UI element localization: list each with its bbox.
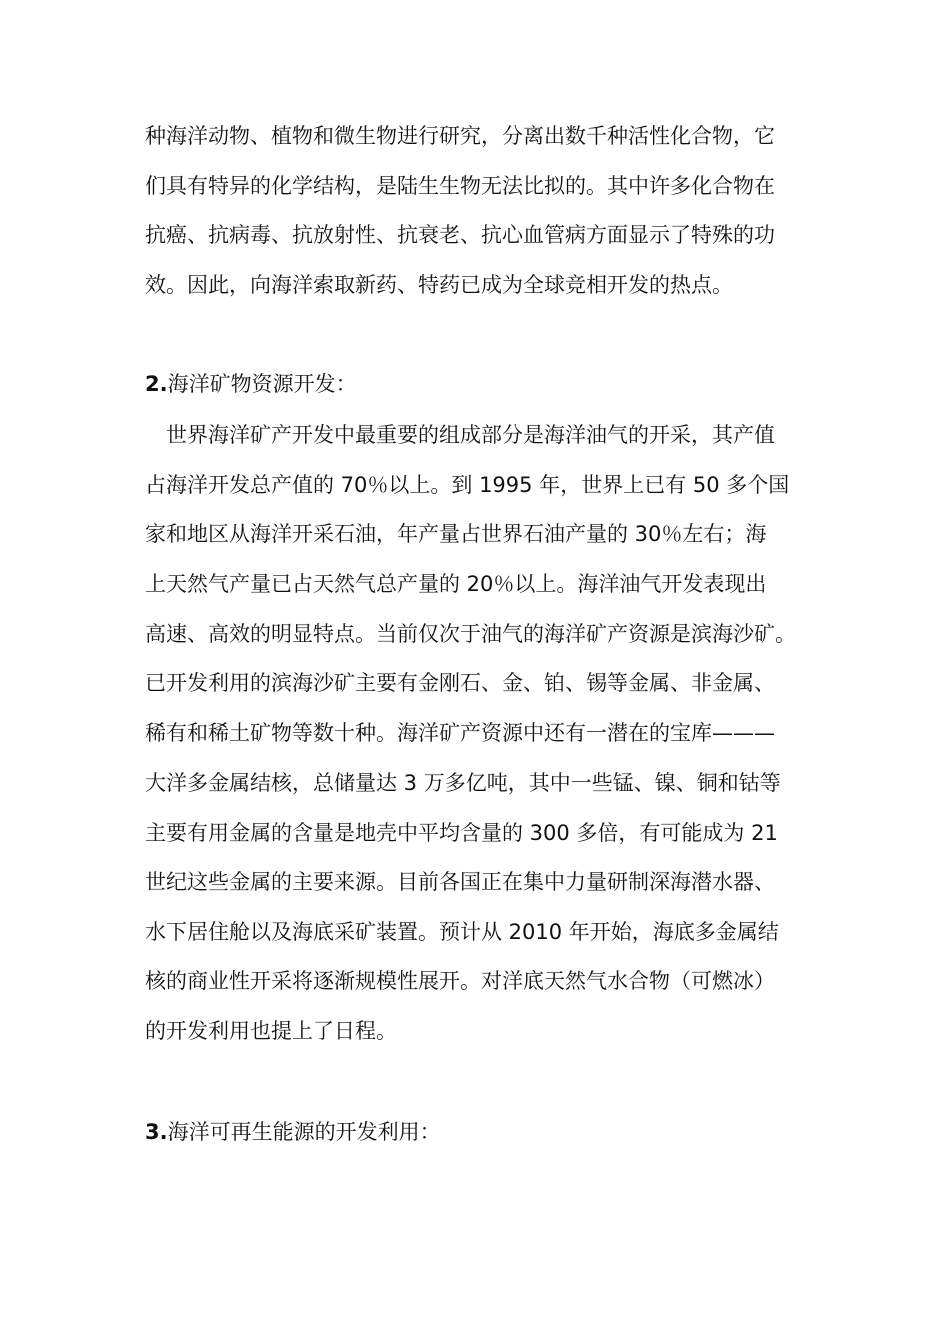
paragraph-line: 抗癌、抗病毒、抗放射性、抗衰老、抗心血管病方面显示了特殊的功 [145,223,775,247]
paragraph-line: 高速、高效的明显特点。当前仅次于油气的海洋矿产资源是滨海沙矿。 [145,622,796,646]
paragraph-line: 上天然气产量已占天然气总产量的 20％以上。海洋油气开发表现出 [145,572,767,596]
paragraph-line: 家和地区从海洋开采石油，年产量占世界石油产量的 30％左右；海 [145,522,767,546]
paragraph-line: 种海洋动物、植物和微生物进行研究，分离出数千种活性化合物，它 [145,124,775,148]
paragraph-line: 的开发利用也提上了日程。 [145,1019,397,1043]
paragraph-line: 效。因此，向海洋索取新药、特药已成为全球竞相开发的热点。 [145,273,733,297]
paragraph-line: 已开发利用的滨海沙矿主要有金刚石、金、铂、锡等金属、非金属、 [145,671,775,695]
paragraph-line: 核的商业性开采将逐渐规模性展开。对洋底天然气水合物（可燃冰） [145,969,775,993]
section-heading [145,1117,810,1147]
section-title: 海洋可再生能源的开发利用： [167,1120,441,1144]
section-title: 海洋矿物资源开发： [167,372,357,396]
paragraph-line: 稀有和稀土矿物等数十种。海洋矿产资源中还有一潜在的宝库——— [145,721,775,745]
paragraph-line: 水下居住舱以及海底采矿装置。预计从 2010 年开始，海底多金属结 [145,920,779,944]
section-number: 2. [145,372,168,396]
section-heading [145,369,810,399]
paragraph-line: 们具有特异的化学结构，是陆生生物无法比拟的。其中许多化合物在 [145,174,775,198]
section-number: 3. [145,1120,168,1144]
paragraph-line [145,420,810,450]
paragraph-line: 大洋多金属结核，总储量达 3 万多亿吨，其中一些锰、镍、铜和钴等 [145,771,781,795]
paragraph-line: 世纪这些金属的主要来源。目前各国正在集中力量研制深海潜水器、 [145,870,775,894]
paragraph-line: 占海洋开发总产值的 70％以上。到 1995 年，世界上已有 50 多个国 [145,473,790,497]
paragraph-text: 世界海洋矿产开发中最重要的组成部分是海洋油气的开采，其产值 [166,423,775,447]
paragraph-line: 主要有用金属的含量是地壳中平均含量的 300 多倍，有可能成为 21 [145,821,778,845]
